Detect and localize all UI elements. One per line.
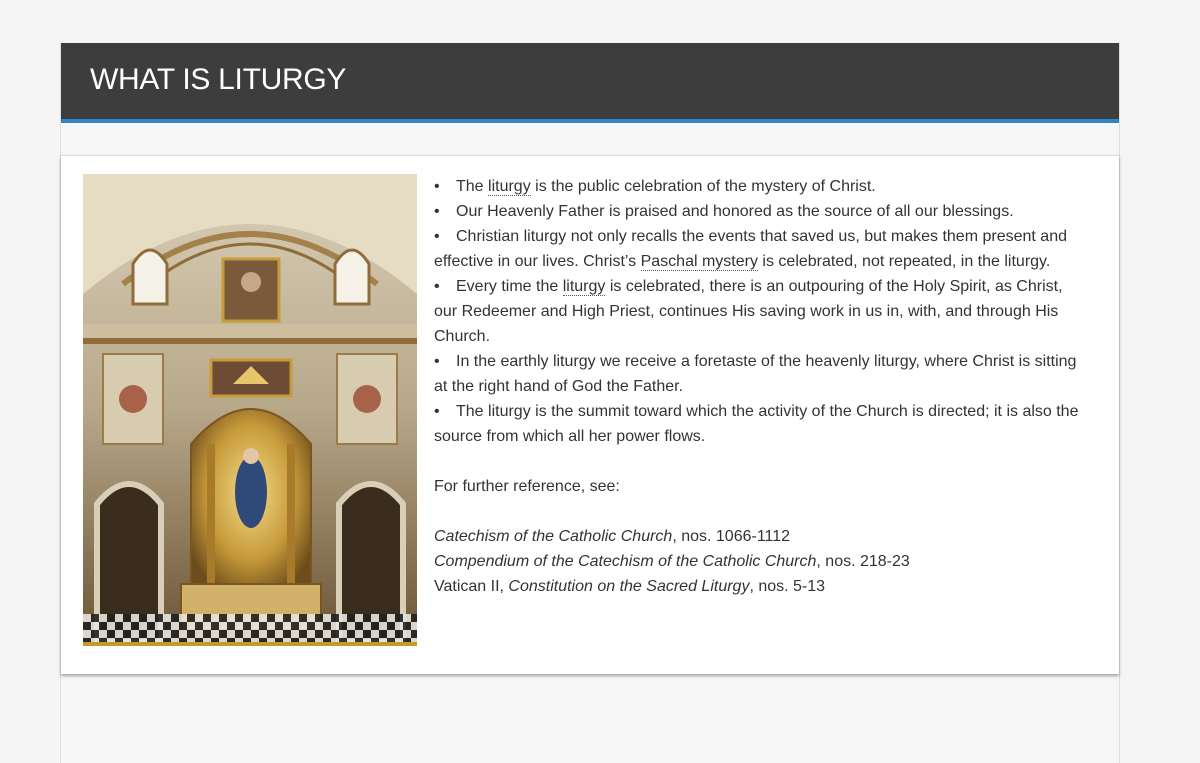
reference-intro: For further reference, see: bbox=[434, 478, 620, 495]
list-item: • Every time the liturgy is celebrated, there is an outpouring of the Holy Spirit, as Christ, our Redeemer and High Priest, continues His saving work in us in, with, and through His Church. bbox=[434, 274, 1084, 349]
page-header bbox=[61, 43, 1119, 123]
glossary-term-link[interactable]: liturgy bbox=[488, 178, 531, 195]
content-card bbox=[61, 155, 1119, 674]
page-title: WHAT IS LITURGY bbox=[90, 63, 347, 96]
bullet-icon: • bbox=[434, 178, 440, 195]
list-item: • Our Heavenly Father is praised and honored as the source of all our blessings. bbox=[434, 199, 1084, 224]
church-interior-image bbox=[83, 174, 417, 646]
list-item: • The liturgy is the summit toward which the activity of the Church is directed; it is also the source from which all her power flows. bbox=[434, 399, 1084, 449]
bullet-icon: • bbox=[434, 278, 440, 295]
bullet-icon: • bbox=[434, 403, 440, 420]
bullet-icon: • bbox=[434, 228, 440, 245]
list-item: • The liturgy is the public celebration of the mystery of Christ. bbox=[434, 174, 1084, 199]
content-panel bbox=[60, 43, 1120, 763]
bullet-icon: • bbox=[434, 353, 440, 370]
glossary-term-link[interactable]: liturgy bbox=[562, 278, 606, 295]
list-item: • Christian liturgy not only recalls the events that saved us, but makes them present and effective in our lives. Christ’s Paschal mystery is celebrated, not repeated, in the liturgy. bbox=[434, 224, 1084, 274]
reference-item: Vatican II, Constitution on the Sacred Liturgy, nos. 5-13 bbox=[434, 578, 826, 595]
glossary-term-link[interactable]: Paschal mystery bbox=[640, 253, 758, 270]
reference-item: Catechism of the Catholic Church, nos. 1066-1112 bbox=[434, 528, 791, 545]
list-item: • In the earthly liturgy we receive a foretaste of the heavenly liturgy, where Christ is sitting at the right hand of God the Father. bbox=[434, 349, 1084, 399]
bullet-icon: • bbox=[434, 203, 440, 220]
reference-item: Compendium of the Catechism of the Catholic Church, nos. 218-23 bbox=[434, 553, 910, 570]
liturgy-text bbox=[434, 174, 1084, 599]
